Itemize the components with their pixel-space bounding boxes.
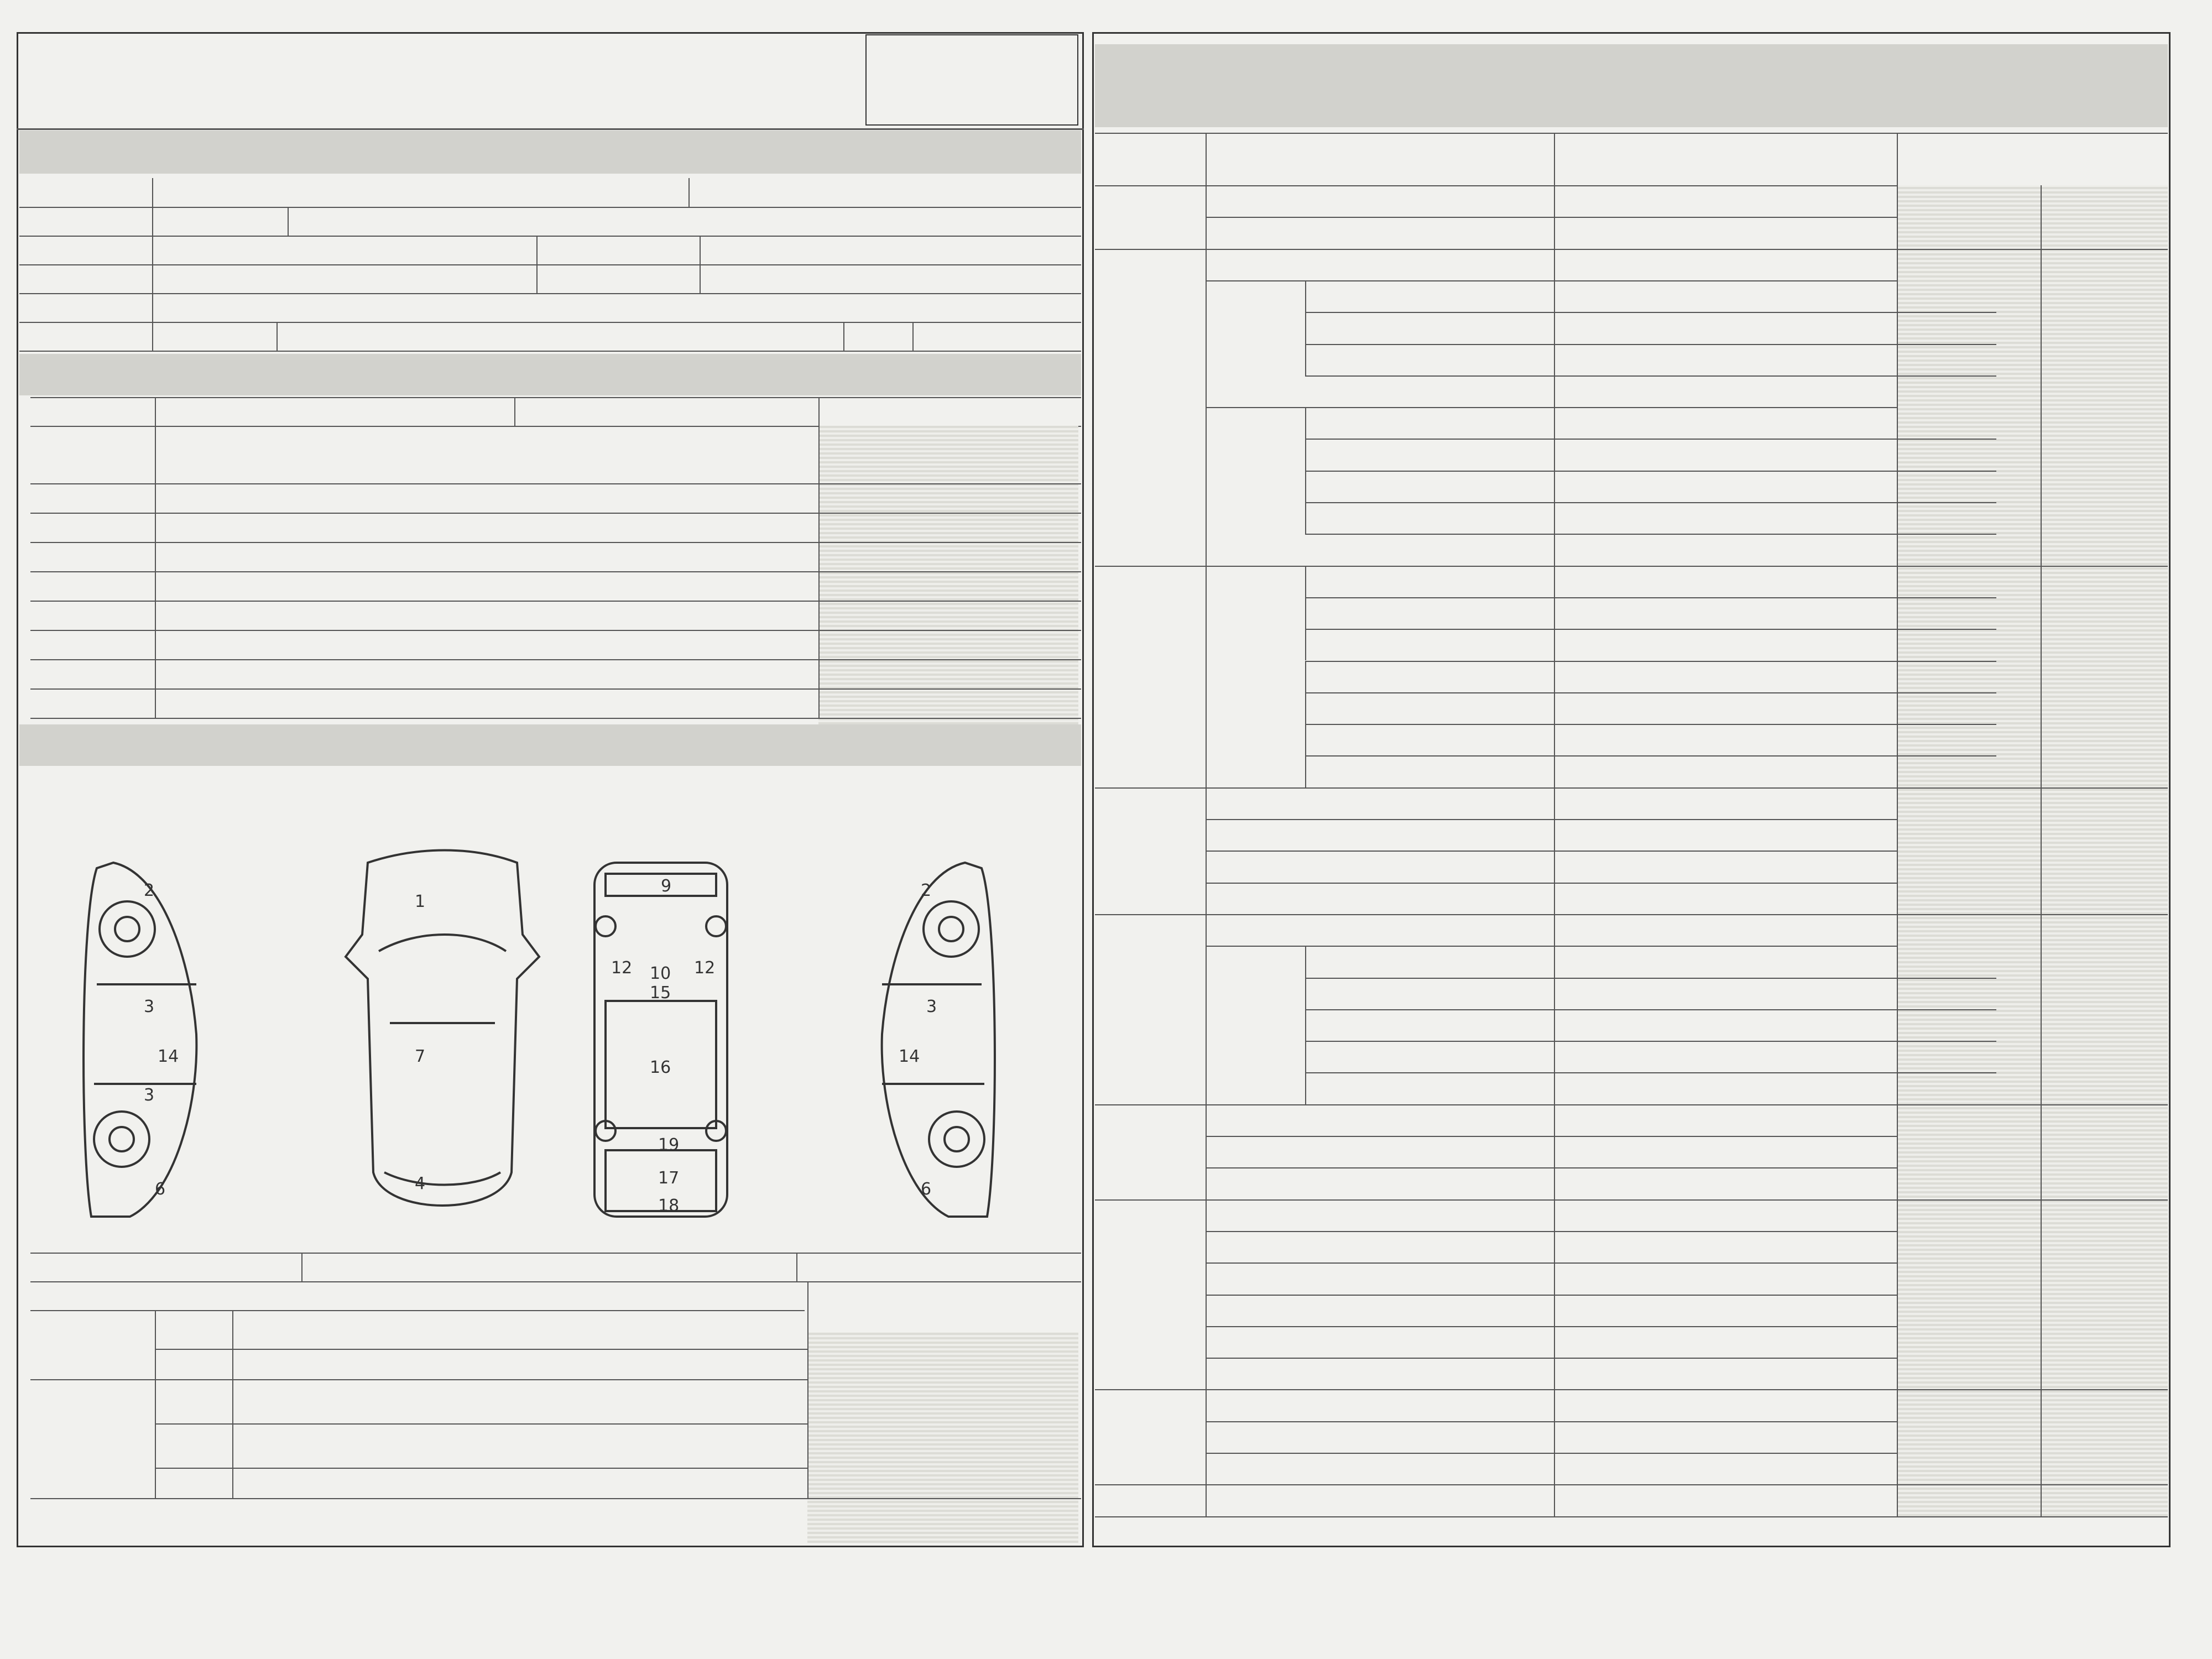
- svg-text:14: 14: [899, 1047, 920, 1066]
- svg-text:19: 19: [658, 1135, 680, 1155]
- detail-price-shading: [1897, 185, 2168, 1516]
- left-form-frame: [17, 32, 1084, 1547]
- svg-text:14: 14: [158, 1047, 179, 1066]
- svg-text:16: 16: [650, 1058, 671, 1077]
- abnormal-price-shading: [807, 1332, 1078, 1543]
- price-column-shading: [818, 426, 1078, 724]
- svg-text:12: 12: [694, 958, 716, 978]
- svg-text:3: 3: [144, 1086, 155, 1105]
- svg-text:9: 9: [661, 877, 672, 896]
- svg-text:3: 3: [144, 997, 155, 1016]
- svg-text:2: 2: [144, 881, 155, 900]
- svg-text:6: 6: [155, 1180, 166, 1199]
- svg-text:18: 18: [658, 1196, 680, 1215]
- car-diagram-area: [30, 841, 1070, 1228]
- svg-text:2: 2: [921, 881, 932, 900]
- svg-text:6: 6: [921, 1180, 932, 1199]
- svg-text:15: 15: [650, 983, 671, 1003]
- svg-text:1: 1: [415, 892, 426, 911]
- svg-text:3: 3: [926, 997, 937, 1016]
- svg-text:12: 12: [611, 958, 633, 978]
- insurance-fee-box: [865, 34, 1078, 126]
- svg-text:4: 4: [415, 1174, 426, 1193]
- svg-text:10: 10: [650, 964, 671, 983]
- svg-text:17: 17: [658, 1168, 680, 1188]
- car-body-diagrams: [30, 841, 1070, 1228]
- svg-text:7: 7: [415, 1047, 426, 1066]
